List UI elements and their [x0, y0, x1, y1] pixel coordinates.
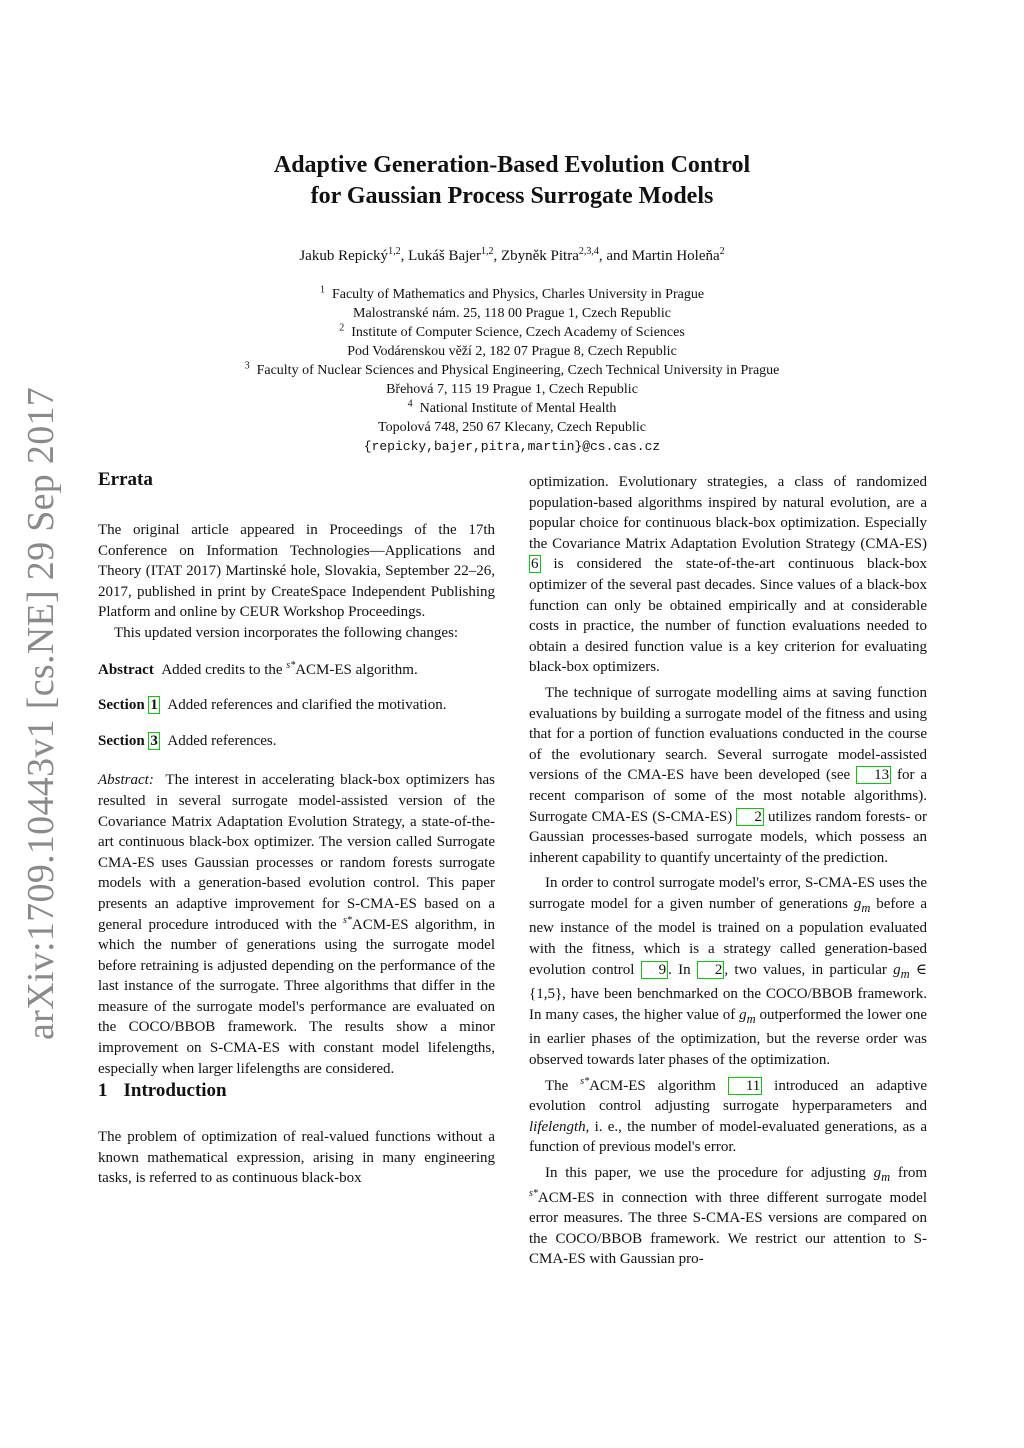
paper-title	[160, 150, 864, 212]
affiliation-name: Institute of Computer Science, Czech Academy of Sciences	[351, 325, 685, 340]
math-sub: m	[861, 900, 871, 915]
citation-link[interactable]: 2	[736, 808, 764, 826]
affiliation-4	[100, 399, 924, 418]
errata-heading: Errata	[98, 469, 153, 490]
body-paragraph	[529, 1163, 927, 1270]
text-run: is considered the state-of-the-art continuous black-box optimizer of the several past decades. Since values of a black-box function can only be obtained empirically and at considerable costs in practice, the number of function evaluations needed to obtain a desired function value is a key criterion for evaluating black-box optimizers.	[529, 556, 927, 676]
change-text: ACM-ES algorithm.	[295, 661, 418, 678]
text-run: optimization. Evolutionary strategies, a class of randomized population-based algorithms inspired by natural evolution, are a popular choice for continuous black-box optimization. Especially the Covariance Matrix Adaptation Evolution Strategy (CMA-ES)	[529, 474, 927, 552]
affiliation-num: 4	[407, 398, 413, 410]
author-4-sup: 2	[719, 246, 725, 257]
text-run: introduced an adaptive evolution control adjusting surrogate hyperparameters and	[529, 1077, 927, 1115]
citation-link[interactable]: 2	[697, 961, 725, 979]
text-run: In this paper, we use the procedure for adjusting	[545, 1165, 874, 1181]
text-run: , i. e., the number of model-evaluated generations, as a function of previous model's error.	[529, 1118, 927, 1156]
affiliation-name: Faculty of Mathematics and Physics, Charles University in Prague	[331, 287, 705, 302]
body-paragraph	[529, 683, 927, 868]
left-column	[98, 468, 495, 1189]
emphasis: lifelength	[529, 1118, 586, 1135]
text-run: for a recent comparison of some of the most notable algorithms). Surrogate CMA-ES (S-CMA-ES)	[529, 767, 927, 825]
change-text: Added credits to the	[161, 661, 287, 678]
author-1: Jakub Repický	[299, 248, 389, 264]
arxiv-stamp: arXiv:1709.10443v1 [cs.NE] 29 Sep 2017	[20, 386, 62, 1040]
affiliation-num: 2	[339, 322, 345, 334]
author-2: , Lukáš Bajer	[400, 248, 481, 264]
affiliation-address: Pod Vodárenskou věží 2, 182 07 Prague 8, Czech Republic	[347, 344, 677, 359]
affiliation-1	[100, 285, 924, 304]
math-sub: m	[900, 966, 910, 981]
title-line-2: for Gaussian Process Surrogate Models	[310, 183, 714, 209]
abstract-sup: s*	[342, 914, 352, 926]
text-run: ∈ {1,5}, have been benchmarked on the COCO/BBOB framework. In many cases, the higher value of	[529, 961, 927, 1023]
intro-heading	[98, 1079, 495, 1103]
change-label: Abstract	[98, 661, 154, 678]
math-sub: m	[746, 1011, 756, 1026]
section-number: 1	[98, 1080, 108, 1102]
errata-paragraph: This updated version incorporates the following changes:	[114, 624, 459, 641]
math-sub: m	[881, 1170, 891, 1184]
citation-link[interactable]: 9	[641, 961, 669, 979]
section-link[interactable]: 3	[150, 732, 158, 749]
change-item	[98, 731, 495, 752]
body-paragraph	[529, 873, 927, 1070]
abstract-label: Abstract:	[98, 772, 154, 789]
text-sup: s*	[529, 1187, 538, 1199]
affiliation-address: Topolová 748, 250 67 Klecany, Czech Republic	[378, 420, 646, 435]
text-run: utilizes random forests- or Gaussian processes-based surrogate models, which possess an inherent capability to quantify uncertainty of the prediction.	[529, 808, 927, 866]
body-paragraph	[529, 1076, 927, 1158]
author-1-sup: 1,2	[388, 246, 401, 257]
text-run: The technique of surrogate modelling aims at saving function evaluations by building a surrogate model of the fitness and using that for a portion of function evaluations conducted in the course of the evolutionary search. Several surrogate model-assisted versions of the CMA-ES have been developed (see	[529, 684, 927, 784]
change-text: Added references and clarified the motivation.	[167, 697, 447, 714]
affiliation-num: 3	[244, 360, 250, 372]
section-link[interactable]: 1	[150, 697, 158, 714]
text-run: The	[545, 1077, 581, 1094]
change-label: Section	[98, 697, 145, 714]
citation-link[interactable]: 11	[728, 1077, 762, 1095]
change-item	[98, 695, 495, 716]
text-run: In order to control surrogate model's error, S-CMA-ES uses the surrogate model for a given number of generations	[529, 875, 927, 912]
text-run: ACM-ES algorithm	[589, 1077, 728, 1094]
section-title: Introduction	[123, 1080, 227, 1102]
text-run: before a new instance of the model is trained on a population evaluated with the fitness, which is a strategy called generation-based evolution control	[529, 895, 928, 978]
affiliation-2	[100, 323, 924, 342]
math-var: g	[853, 895, 862, 912]
affiliation-3	[100, 361, 924, 380]
affiliation-address: Břehová 7, 115 19 Prague 1, Czech Republic	[386, 382, 638, 397]
title-line-1: Adaptive Generation-Based Evolution Control	[273, 152, 751, 178]
math-var: g	[873, 1165, 882, 1181]
affiliations	[100, 285, 924, 456]
affiliation-name: National Institute of Mental Health	[419, 401, 617, 416]
author-emails: {repicky,bajer,pitra,martin}@cs.cas.cz	[363, 439, 661, 454]
abstract	[98, 770, 495, 1079]
body-paragraph	[529, 472, 927, 678]
change-item	[98, 660, 495, 681]
text-sup: s*	[580, 1075, 590, 1087]
intro-paragraph: The problem of optimization of real-valued functions without a known mathematical expression, arising in many engineering tasks, is referred to as continuous black-box	[98, 1129, 495, 1187]
change-label: Section	[98, 732, 145, 749]
abstract-text: ACM-ES algorithm, in which the number of generations using the surrogate model before retraining is adjusted depending on the performance of the last instance of the surrogate. Three algorithms that differ in the measure of the surrogate model's performance are evaluated on the COCO/BBOB framework. The results show a minor improvement on S-CMA-ES with constant model lifelengths, especially when larger lifelengths are considered.	[98, 916, 495, 1077]
author-2-sup: 1,2	[480, 246, 494, 257]
affiliation-address: Malostranské nám. 25, 118 00 Prague 1, Czech Republic	[353, 306, 671, 321]
affiliation-name: Faculty of Nuclear Sciences and Physical Engineering, Czech Technical University in Prague	[256, 363, 780, 378]
author-list	[100, 246, 924, 266]
affiliation-num: 1	[319, 284, 325, 296]
math-var: g	[739, 1006, 747, 1023]
author-3: , Zbyněk Pitra	[493, 248, 579, 264]
text-run: , two values, in particular	[724, 961, 894, 978]
text-run: . In	[668, 961, 697, 978]
math-var: g	[893, 961, 901, 978]
text-run: outperformed the lower one in earlier phases of the optimization, but the reverse order was observed towards later phases of the optimization.	[529, 1006, 927, 1069]
text-run: from	[890, 1165, 927, 1181]
change-sup: s*	[286, 659, 296, 671]
author-4: , and Martin Holeňa	[598, 248, 720, 264]
citation-link[interactable]: 13	[856, 766, 891, 784]
right-column	[529, 472, 927, 1270]
change-text: Added references.	[167, 732, 277, 749]
citation-link[interactable]: 6	[531, 556, 539, 573]
text-run: ACM-ES in connection with three different surrogate model error measures. The three S-CMA-ES versions are compared on the COCO/BBOB framework. We restrict our attention to S-CMA-ES with Gaussian pro-	[529, 1189, 927, 1268]
abstract-text: The interest in accelerating black-box optimizers has resulted in several surrogate model-assisted version of the Covariance Matrix Adaptation Evolution Strategy, a state-of-the-art continuous black-box optimizer. The version called Surrogate CMA-ES uses Gaussian processes or random forests surrogate models with a generation-based evolution control. This paper presents an adaptive improvement for S-CMA-ES based on a general procedure introduced with the	[98, 772, 496, 933]
errata-paragraph: The original article appeared in Proceedings of the 17th Conference on Information Technologies—Applications and Theory (ITAT 2017) Martinské hole, Slovakia, September 22–26, 2017, published in print by CreateSpace Independent Publishing Platform and online by CEUR Workshop Proceedings.	[98, 522, 495, 621]
author-3-sup: 2,3,4	[578, 246, 599, 257]
